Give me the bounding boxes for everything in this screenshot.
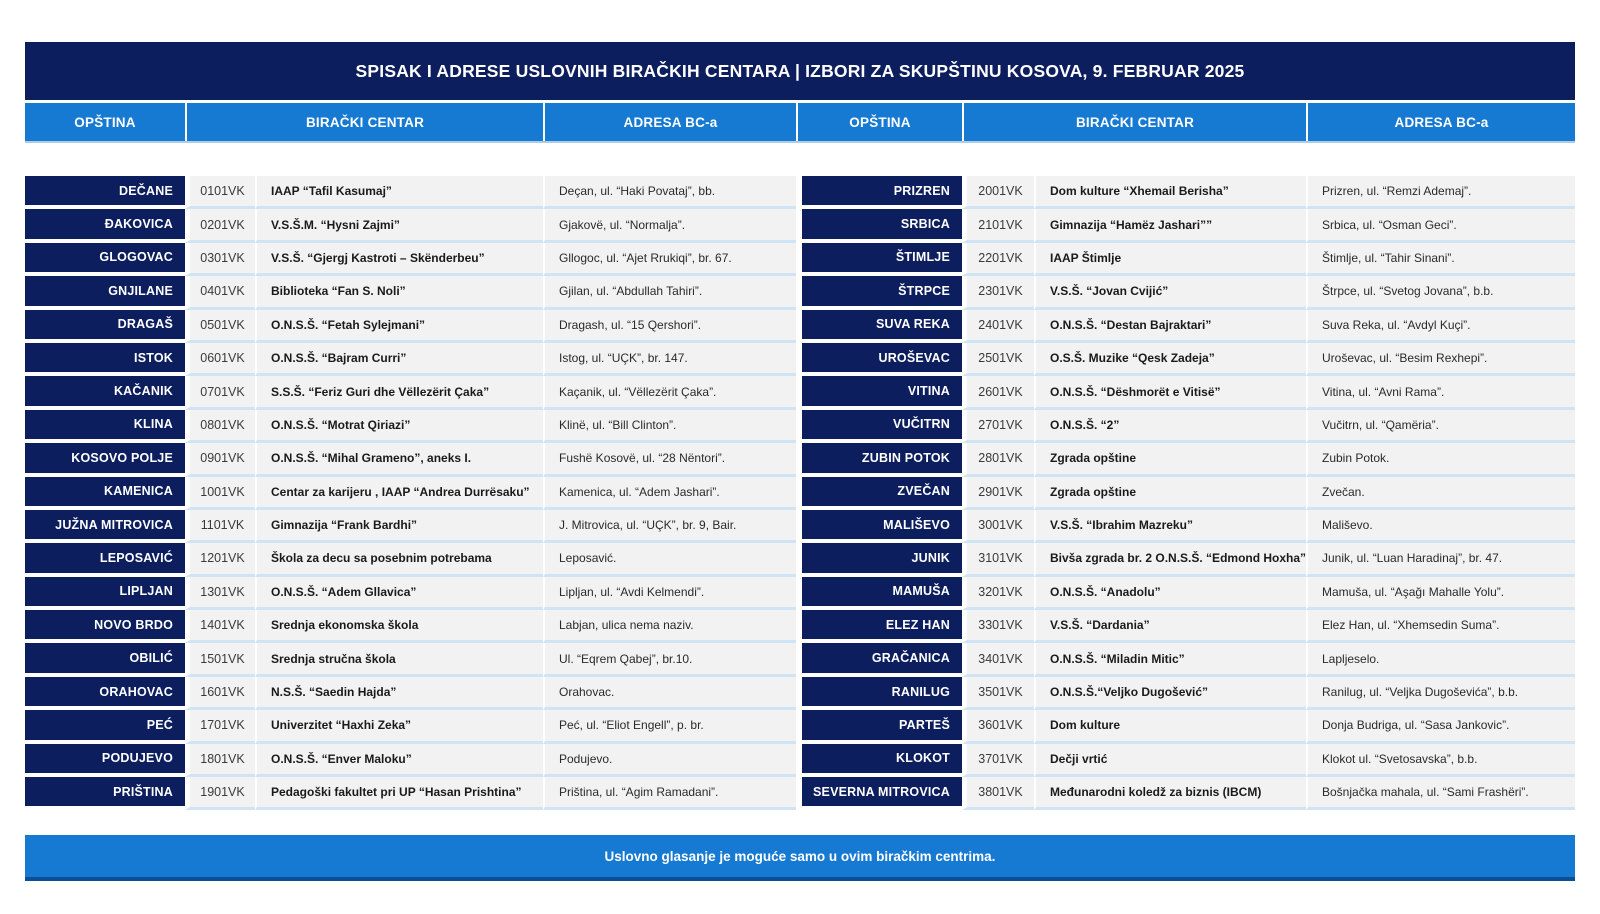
voting-center-cell: Gimnazija “Hamëz Jashari”” [1034, 209, 1306, 242]
code-cell: 2701VK [962, 410, 1034, 443]
voting-center-cell: Zgrada opštine [1034, 477, 1306, 510]
municipality-cell: SRBICA [796, 209, 962, 242]
municipality-cell: VUČITRN [796, 410, 962, 443]
table-row [25, 276, 1575, 309]
code-cell: 3701VK [962, 744, 1034, 777]
code-cell: 2001VK [962, 176, 1034, 209]
code-cell: 3601VK [962, 710, 1034, 743]
table-row [25, 610, 1575, 643]
voting-center-cell: O.N.S.Š. “Destan Bajraktari” [1034, 310, 1306, 343]
voting-center-cell: O.N.S.Š.“Veljko Dugošević” [1034, 677, 1306, 710]
address-cell: Vučitrn, ul. “Qamëria”. [1306, 410, 1575, 443]
municipality-cell: KLINA [25, 410, 185, 443]
column-header-biracki-centar-right: BIRAČKI CENTAR [962, 103, 1306, 141]
address-cell: Lipljan, ul. “Avdi Kelmendi”. [543, 577, 796, 610]
voting-center-cell: V.S.Š.M. “Hysni Zajmi” [255, 209, 543, 242]
municipality-cell: VITINA [796, 376, 962, 409]
municipality-cell: LIPLJAN [25, 577, 185, 610]
table-row [25, 376, 1575, 409]
voting-center-cell: O.N.S.Š. “2” [1034, 410, 1306, 443]
voting-center-cell: O.N.S.Š. “Mihal Grameno”, aneks I. [255, 443, 543, 476]
table-row [25, 209, 1575, 242]
voting-center-cell: V.S.Š. “Jovan Cvijić” [1034, 276, 1306, 309]
municipality-cell: SUVA REKA [796, 310, 962, 343]
address-cell: Gjakovë, ul. “Normalja”. [543, 209, 796, 242]
voting-center-cell: O.N.S.Š. “Motrat Qiriazi” [255, 410, 543, 443]
municipality-cell: PRIZREN [796, 176, 962, 209]
table-row [25, 510, 1575, 543]
footer-note-bar [25, 835, 1575, 881]
address-cell: Kamenica, ul. “Adem Jashari”. [543, 477, 796, 510]
address-cell: Štimlje, ul. “Tahir Sinani”. [1306, 243, 1575, 276]
table-row [25, 777, 1575, 810]
voting-center-cell: N.S.Š. “Saedin Hajda” [255, 677, 543, 710]
code-cell: 1401VK [185, 610, 255, 643]
footer-note: Uslovno glasanje je moguće samo u ovim biračkim centrima. [604, 848, 996, 864]
code-cell: 1901VK [185, 777, 255, 810]
voting-center-cell: Biblioteka “Fan S. Noli” [255, 276, 543, 309]
address-cell: Junik, ul. “Luan Haradinaj”, br. 47. [1306, 543, 1575, 576]
table-row [25, 677, 1575, 710]
table-row [25, 477, 1575, 510]
municipality-cell: GRAČANICA [796, 643, 962, 676]
voting-center-cell: O.N.S.Š. “Dëshmorët e Vitisë” [1034, 376, 1306, 409]
code-cell: 3201VK [962, 577, 1034, 610]
code-cell: 0101VK [185, 176, 255, 209]
document-page [25, 42, 1575, 881]
address-cell: Vitina, ul. “Avni Rama”. [1306, 376, 1575, 409]
municipality-cell: OBILIĆ [25, 643, 185, 676]
municipality-cell: PEĆ [25, 710, 185, 743]
table-row [25, 543, 1575, 576]
voting-center-cell: Bivša zgrada br. 2 O.N.S.Š. “Edmond Hoxha” [1034, 543, 1306, 576]
code-cell: 2801VK [962, 443, 1034, 476]
code-cell: 0301VK [185, 243, 255, 276]
municipality-cell: KOSOVO POLJE [25, 443, 185, 476]
address-cell: Fushë Kosovë, ul. “28 Nëntori”. [543, 443, 796, 476]
table-row [25, 310, 1575, 343]
code-cell: 0901VK [185, 443, 255, 476]
table-body [25, 176, 1575, 810]
municipality-cell: KAMENICA [25, 477, 185, 510]
code-cell: 3401VK [962, 643, 1034, 676]
code-cell: 1201VK [185, 543, 255, 576]
code-cell: 0501VK [185, 310, 255, 343]
municipality-cell: SEVERNA MITROVICA [796, 777, 962, 810]
municipality-cell: UROŠEVAC [796, 343, 962, 376]
voting-center-cell: O.S.Š. Muzike “Qesk Zadeja” [1034, 343, 1306, 376]
code-cell: 2601VK [962, 376, 1034, 409]
address-cell: Ranilug, ul. “Veljka Dugoševića”, b.b. [1306, 677, 1575, 710]
municipality-cell: NOVO BRDO [25, 610, 185, 643]
municipality-cell: ŠTRPCE [796, 276, 962, 309]
code-cell: 1701VK [185, 710, 255, 743]
municipality-cell: GNJILANE [25, 276, 185, 309]
voting-center-cell: Zgrada opštine [1034, 443, 1306, 476]
voting-center-cell: IAAP “Tafil Kasumaj” [255, 176, 543, 209]
table-row [25, 577, 1575, 610]
table-row [25, 243, 1575, 276]
municipality-cell: MALIŠEVO [796, 510, 962, 543]
voting-center-cell: V.S.Š. “Dardania” [1034, 610, 1306, 643]
code-cell: 0601VK [185, 343, 255, 376]
address-cell: Dragash, ul. “15 Qershori”. [543, 310, 796, 343]
voting-center-cell: Pedagoški fakultet pri UP “Hasan Prishtina” [255, 777, 543, 810]
code-cell: 3501VK [962, 677, 1034, 710]
voting-center-cell: IAAP Štimlje [1034, 243, 1306, 276]
address-cell: Štrpce, ul. “Svetog Jovana”, b.b. [1306, 276, 1575, 309]
address-cell: Mamuša, ul. “Aşağı Mahalle Yolu”. [1306, 577, 1575, 610]
voting-center-cell: Univerzitet “Haxhi Zeka” [255, 710, 543, 743]
address-cell: Gjilan, ul. “Abdullah Tahiri”. [543, 276, 796, 309]
municipality-cell: PRIŠTINA [25, 777, 185, 810]
address-cell: Klokot ul. “Svetosavska”, b.b. [1306, 744, 1575, 777]
table-row [25, 443, 1575, 476]
address-cell: Orahovac. [543, 677, 796, 710]
address-cell: Klinë, ul. “Bill Clinton”. [543, 410, 796, 443]
municipality-cell: MAMUŠA [796, 577, 962, 610]
address-cell: Mališevo. [1306, 510, 1575, 543]
code-cell: 3101VK [962, 543, 1034, 576]
municipality-cell: KLOKOT [796, 744, 962, 777]
code-cell: 1801VK [185, 744, 255, 777]
municipality-cell: ISTOK [25, 343, 185, 376]
code-cell: 1301VK [185, 577, 255, 610]
address-cell: Donja Budriga, ul. “Sasa Jankovic”. [1306, 710, 1575, 743]
address-cell: Prizren, ul. “Remzi Ademaj”. [1306, 176, 1575, 209]
code-cell: 2501VK [962, 343, 1034, 376]
address-cell: Labjan, ulica nema naziv. [543, 610, 796, 643]
municipality-cell: GLOGOVAC [25, 243, 185, 276]
municipality-cell: RANILUG [796, 677, 962, 710]
code-cell: 2101VK [962, 209, 1034, 242]
code-cell: 0201VK [185, 209, 255, 242]
voting-center-cell: Gimnazija “Frank Bardhi” [255, 510, 543, 543]
column-header-adresa-left: ADRESA BC-a [543, 103, 796, 141]
voting-center-cell: S.S.Š. “Feriz Guri dhe Vëllezërit Çaka” [255, 376, 543, 409]
code-cell: 1601VK [185, 677, 255, 710]
voting-center-cell: O.N.S.Š. “Fetah Sylejmani” [255, 310, 543, 343]
table-row [25, 744, 1575, 777]
municipality-cell: ĐAKOVICA [25, 209, 185, 242]
address-cell: Istog, ul. “UÇK”, br. 147. [543, 343, 796, 376]
municipality-cell: PARTEŠ [796, 710, 962, 743]
address-cell: Suva Reka, ul. “Avdyl Kuçi”. [1306, 310, 1575, 343]
voting-center-cell: Dečji vrtić [1034, 744, 1306, 777]
voting-center-cell: Međunarodni koledž za biznis (IBCM) [1034, 777, 1306, 810]
municipality-cell: ZVEČAN [796, 477, 962, 510]
code-cell: 0401VK [185, 276, 255, 309]
column-header-biracki-centar-left: BIRAČKI CENTAR [185, 103, 543, 141]
column-header-adresa-right: ADRESA BC-a [1306, 103, 1575, 141]
address-cell: Lapljeselo. [1306, 643, 1575, 676]
address-cell: Uroševac, ul. “Besim Rexhepi”. [1306, 343, 1575, 376]
address-cell: J. Mitrovica, ul. “UÇK”, br. 9, Bair. [543, 510, 796, 543]
address-cell: Podujevo. [543, 744, 796, 777]
voting-center-cell: O.N.S.Š. “Enver Maloku” [255, 744, 543, 777]
municipality-cell: JUŽNA MITROVICA [25, 510, 185, 543]
address-cell: Kaçanik, ul. “Vëllezërit Çaka”. [543, 376, 796, 409]
address-cell: Deçan, ul. “Haki Povataj”, bb. [543, 176, 796, 209]
voting-center-cell: O.N.S.Š. “Miladin Mitic” [1034, 643, 1306, 676]
voting-center-cell: O.N.S.Š. “Anadolu” [1034, 577, 1306, 610]
municipality-cell: DRAGAŠ [25, 310, 185, 343]
address-cell: Zvečan. [1306, 477, 1575, 510]
voting-center-cell: Škola za decu sa posebnim potrebama [255, 543, 543, 576]
code-cell: 2301VK [962, 276, 1034, 309]
voting-center-cell: O.N.S.Š. “Adem Gllavica” [255, 577, 543, 610]
code-cell: 0801VK [185, 410, 255, 443]
code-cell: 3801VK [962, 777, 1034, 810]
voting-center-cell: O.N.S.Š. “Bajram Curri” [255, 343, 543, 376]
voting-center-cell: Srednja stručna škola [255, 643, 543, 676]
address-cell: Elez Han, ul. “Xhemsedin Suma”. [1306, 610, 1575, 643]
column-header-opstina-right: OPŠTINA [796, 103, 962, 141]
table-row [25, 643, 1575, 676]
municipality-cell: ELEZ HAN [796, 610, 962, 643]
code-cell: 0701VK [185, 376, 255, 409]
voting-center-cell: Dom kulture “Xhemail Berisha” [1034, 176, 1306, 209]
voting-center-cell: V.S.Š. “Ibrahim Mazreku” [1034, 510, 1306, 543]
address-cell: Priština, ul. “Agim Ramadani”. [543, 777, 796, 810]
code-cell: 2201VK [962, 243, 1034, 276]
voting-center-cell: V.S.Š. “Gjergj Kastroti – Skënderbeu” [255, 243, 543, 276]
table-row [25, 176, 1575, 209]
municipality-cell: DEČANE [25, 176, 185, 209]
code-cell: 3001VK [962, 510, 1034, 543]
municipality-cell: ZUBIN POTOK [796, 443, 962, 476]
code-cell: 3301VK [962, 610, 1034, 643]
table-row [25, 343, 1575, 376]
document-title-bar [25, 42, 1575, 100]
code-cell: 2901VK [962, 477, 1034, 510]
address-cell: Zubin Potok. [1306, 443, 1575, 476]
voting-center-cell: Centar za karijeru , IAAP “Andrea Durrësaku” [255, 477, 543, 510]
voting-center-cell: Dom kulture [1034, 710, 1306, 743]
column-header-opstina-left: OPŠTINA [25, 103, 185, 141]
address-cell: Gllogoc, ul. “Ajet Rrukiqi”, br. 67. [543, 243, 796, 276]
address-cell: Leposavić. [543, 543, 796, 576]
code-cell: 2401VK [962, 310, 1034, 343]
voting-center-cell: Srednja ekonomska škola [255, 610, 543, 643]
table-row [25, 710, 1575, 743]
municipality-cell: KAČANIK [25, 376, 185, 409]
address-cell: Srbica, ul. “Osman Geci”. [1306, 209, 1575, 242]
municipality-cell: ORAHOVAC [25, 677, 185, 710]
municipality-cell: LEPOSAVIĆ [25, 543, 185, 576]
municipality-cell: ŠTIMLJE [796, 243, 962, 276]
address-cell: Peć, ul. “Eliot Engell”, p. br. [543, 710, 796, 743]
table-header-row [25, 103, 1575, 143]
code-cell: 1101VK [185, 510, 255, 543]
code-cell: 1501VK [185, 643, 255, 676]
address-cell: Bošnjačka mahala, ul. “Sami Frashëri”. [1306, 777, 1575, 810]
municipality-cell: PODUJEVO [25, 744, 185, 777]
document-title: SPISAK I ADRESE USLOVNIH BIRAČKIH CENTARA | IZBORI ZA SKUPŠTINU KOSOVA, 9. FEBRUAR 2025 [355, 60, 1245, 81]
code-cell: 1001VK [185, 477, 255, 510]
municipality-cell: JUNIK [796, 543, 962, 576]
table-row [25, 410, 1575, 443]
address-cell: Ul. “Eqrem Qabej”, br.10. [543, 643, 796, 676]
